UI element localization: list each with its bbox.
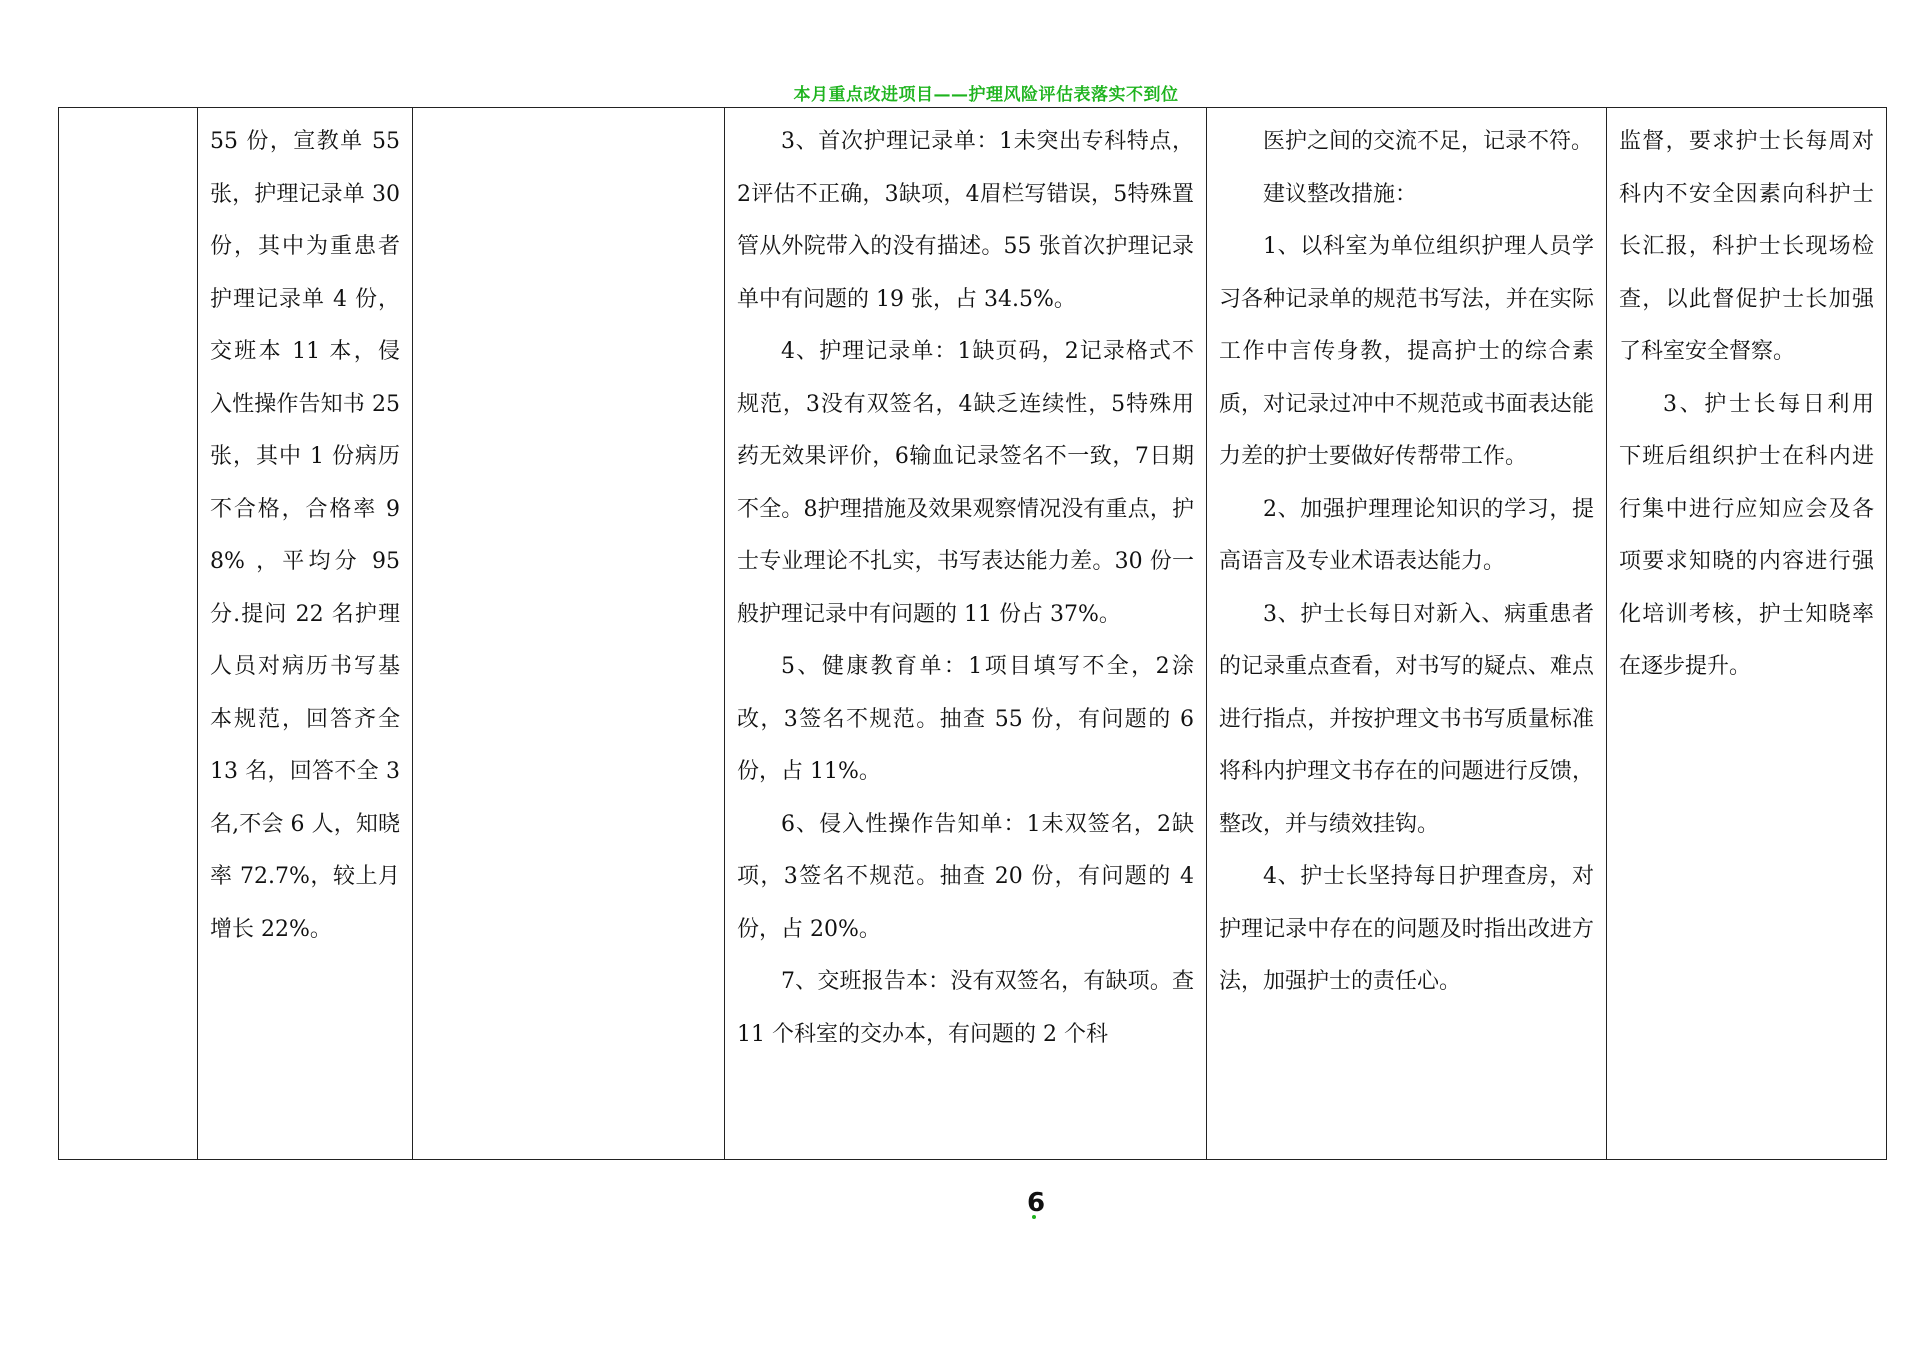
measure-item-2: 2、加强护理理论知识的学习，提高语言及专业术语表达能力。 xyxy=(1219,496,1594,574)
statistics-paragraph: 55 份，宣教单 55 张，护理记录单 30 份，其中为重患者护理记录单 4 份，交班本 11 本，侵入性操作告知书 25 张，其中 1 份病历不合格，合格率 98% ，平均分 95 分.提问 22 名护理人员对病历书写基本规范，回答齐全 13 名，回答不全 3 名,不会 6 人，知晓率 72.7%，较上月增长 22%。 xyxy=(210,129,400,942)
table-row xyxy=(59,108,1887,1160)
measure-item-3: 3、护士长每日对新入、病重患者的记录重点查看，对书写的疑点、难点进行指点，并按护理文书书写质量标准将科内护理文书存在的问题进行反馈，整改，并与绩效挂钩。 xyxy=(1219,601,1594,837)
report-table xyxy=(58,107,1887,1160)
problem-item-3: 3、首次护理记录单：1未突出专科特点，2评估不正确，3缺项，4眉栏写错误，5特殊置管从外院带入的没有描述。55 张首次护理记录单中有问题的 19 张，占 34.5%。 xyxy=(737,129,1194,312)
measure-item-4: 4、护士长坚持每日护理查房，对护理记录中存在的问题及时指出改进方法，加强护士的责任心。 xyxy=(1219,864,1594,994)
cell-col5-measures xyxy=(1207,108,1607,1160)
cell-col4-problems xyxy=(725,108,1207,1160)
problem-item-6: 6、侵入性操作告知单：1未双签名，2缺项，3签名不规范。抽查 20 份，有问题的 4 份，占 20%。 xyxy=(737,811,1194,942)
measure-item-1: 1、以科室为单位组织护理人员学习各种记录单的规范书写法，并在实际工作中言传身教，提高护士的综合素质，对记录过冲中不规范或书面表达能力差的护士要做好传帮带工作。 xyxy=(1219,234,1594,469)
header-title: 本月重点改进项目——护理风险评估表落实不到位 xyxy=(793,85,1179,105)
cell-col2-statistics xyxy=(198,108,413,1160)
cell-col1 xyxy=(59,108,198,1160)
cell-col6-effects xyxy=(1607,108,1887,1160)
effect-text: 监督，要求护士长每周对科内不安全因素向科护士长汇报，科护士长现场检查，以此督促护士长加强了科室安全督察。 xyxy=(1619,129,1874,364)
measures-heading: 建议整改措施： xyxy=(1263,181,1418,207)
problem-item-5: 5、健康教育单：1项目填写不全，2涂改，3签名不规范。抽查 55 份，有问题的 6 份，占 11%。 xyxy=(737,654,1194,784)
analysis-text: 医护之间的交流不足，记录不符。 xyxy=(1263,129,1594,154)
problem-item-4: 4、护理记录单：1缺页码，2记录格式不规范，3没有双签名，4缺乏连续性，5特殊用药无效果评价，6输血记录签名不一致，7日期不全。8护理措施及效果观察情况没有重点，护士专业理论不扎实，书写表达能力差。30 份一般护理记录中有问题的 11 份占 37%。 xyxy=(737,339,1194,627)
problem-item-7: 7、交班报告本：没有双签名，有缺项。查 11 个科室的交办本，有问题的 2 个科 xyxy=(737,969,1194,1047)
effect-item-3: 3、护士长每日利用下班后组织护士在科内进行集中进行应知应会及各项要求知晓的内容进行强化培训考核，护士知晓率在逐步提升。 xyxy=(1619,391,1874,679)
page-number: 6 xyxy=(1027,1188,1046,1218)
cell-col3 xyxy=(413,108,725,1160)
